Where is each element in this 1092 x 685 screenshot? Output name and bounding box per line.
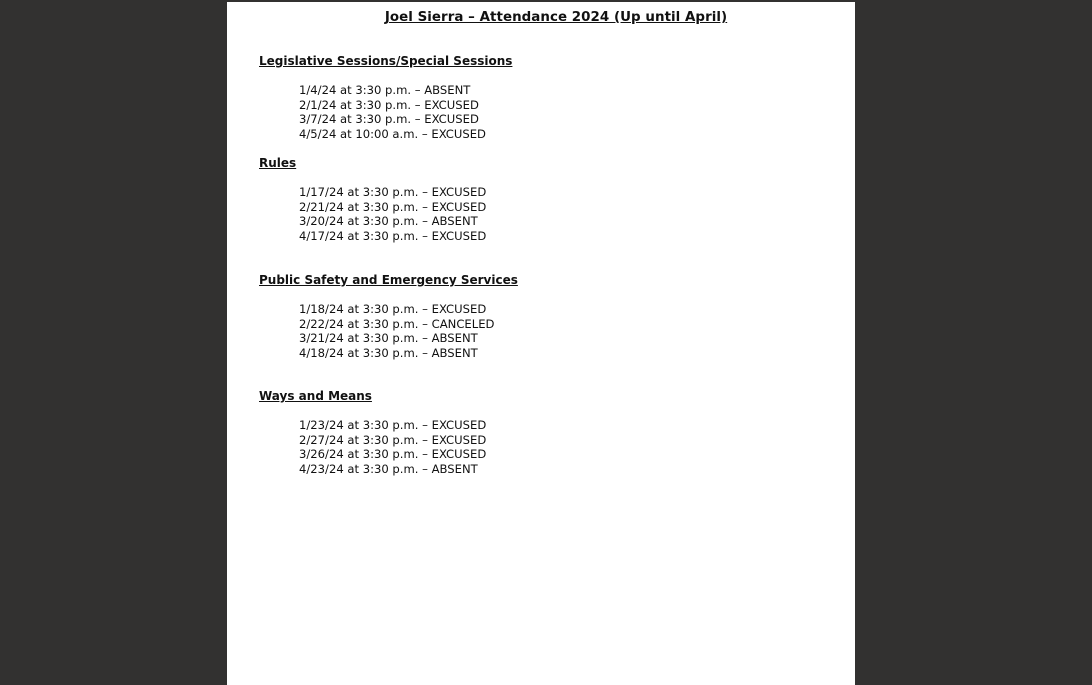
document-page <box>227 2 855 685</box>
section-public-safety <box>259 273 518 360</box>
section-legislative-sessions <box>259 54 512 141</box>
attendance-entry: 2/21/24 at 3:30 p.m. – EXCUSED <box>299 199 487 214</box>
attendance-entry: 3/21/24 at 3:30 p.m. – ABSENT <box>299 331 478 346</box>
attendance-entry: 4/17/24 at 3:30 p.m. – EXCUSED <box>299 228 487 243</box>
attendance-entry: 2/1/24 at 3:30 p.m. – EXCUSED <box>299 97 479 112</box>
attendance-entry: 1/18/24 at 3:30 p.m. – EXCUSED <box>299 302 487 316</box>
attendance-entry: 3/26/24 at 3:30 p.m. – EXCUSED <box>299 447 487 462</box>
section-heading: Rules <box>259 156 297 170</box>
entry-list <box>299 302 518 360</box>
document-title: Joel Sierra – Attendance 2024 (Up until April) <box>384 10 728 25</box>
section-heading: Legislative Sessions/Special Sessions <box>259 54 513 68</box>
attendance-entry: 4/18/24 at 3:30 p.m. – ABSENT <box>299 345 478 360</box>
attendance-entry: 1/23/24 at 3:30 p.m. – EXCUSED <box>299 418 487 432</box>
attendance-entry: 2/27/24 at 3:30 p.m. – EXCUSED <box>299 432 487 447</box>
section-rules <box>259 156 486 243</box>
section-ways-and-means <box>259 389 486 476</box>
attendance-entry: 3/7/24 at 3:30 p.m. – EXCUSED <box>299 112 479 127</box>
attendance-entry: 1/17/24 at 3:30 p.m. – EXCUSED <box>299 185 487 199</box>
attendance-entry: 2/22/24 at 3:30 p.m. – CANCELED <box>299 316 495 331</box>
section-heading: Public Safety and Emergency Services <box>259 273 518 287</box>
entry-list <box>299 418 486 476</box>
entry-list <box>299 185 486 243</box>
entry-list <box>299 83 512 141</box>
attendance-entry: 3/20/24 at 3:30 p.m. – ABSENT <box>299 214 478 229</box>
attendance-entry: 4/23/24 at 3:30 p.m. – ABSENT <box>299 461 478 476</box>
section-heading: Ways and Means <box>259 389 372 403</box>
attendance-entry: 4/5/24 at 10:00 a.m. – EXCUSED <box>299 126 486 141</box>
attendance-entry: 1/4/24 at 3:30 p.m. – ABSENT <box>299 83 471 97</box>
